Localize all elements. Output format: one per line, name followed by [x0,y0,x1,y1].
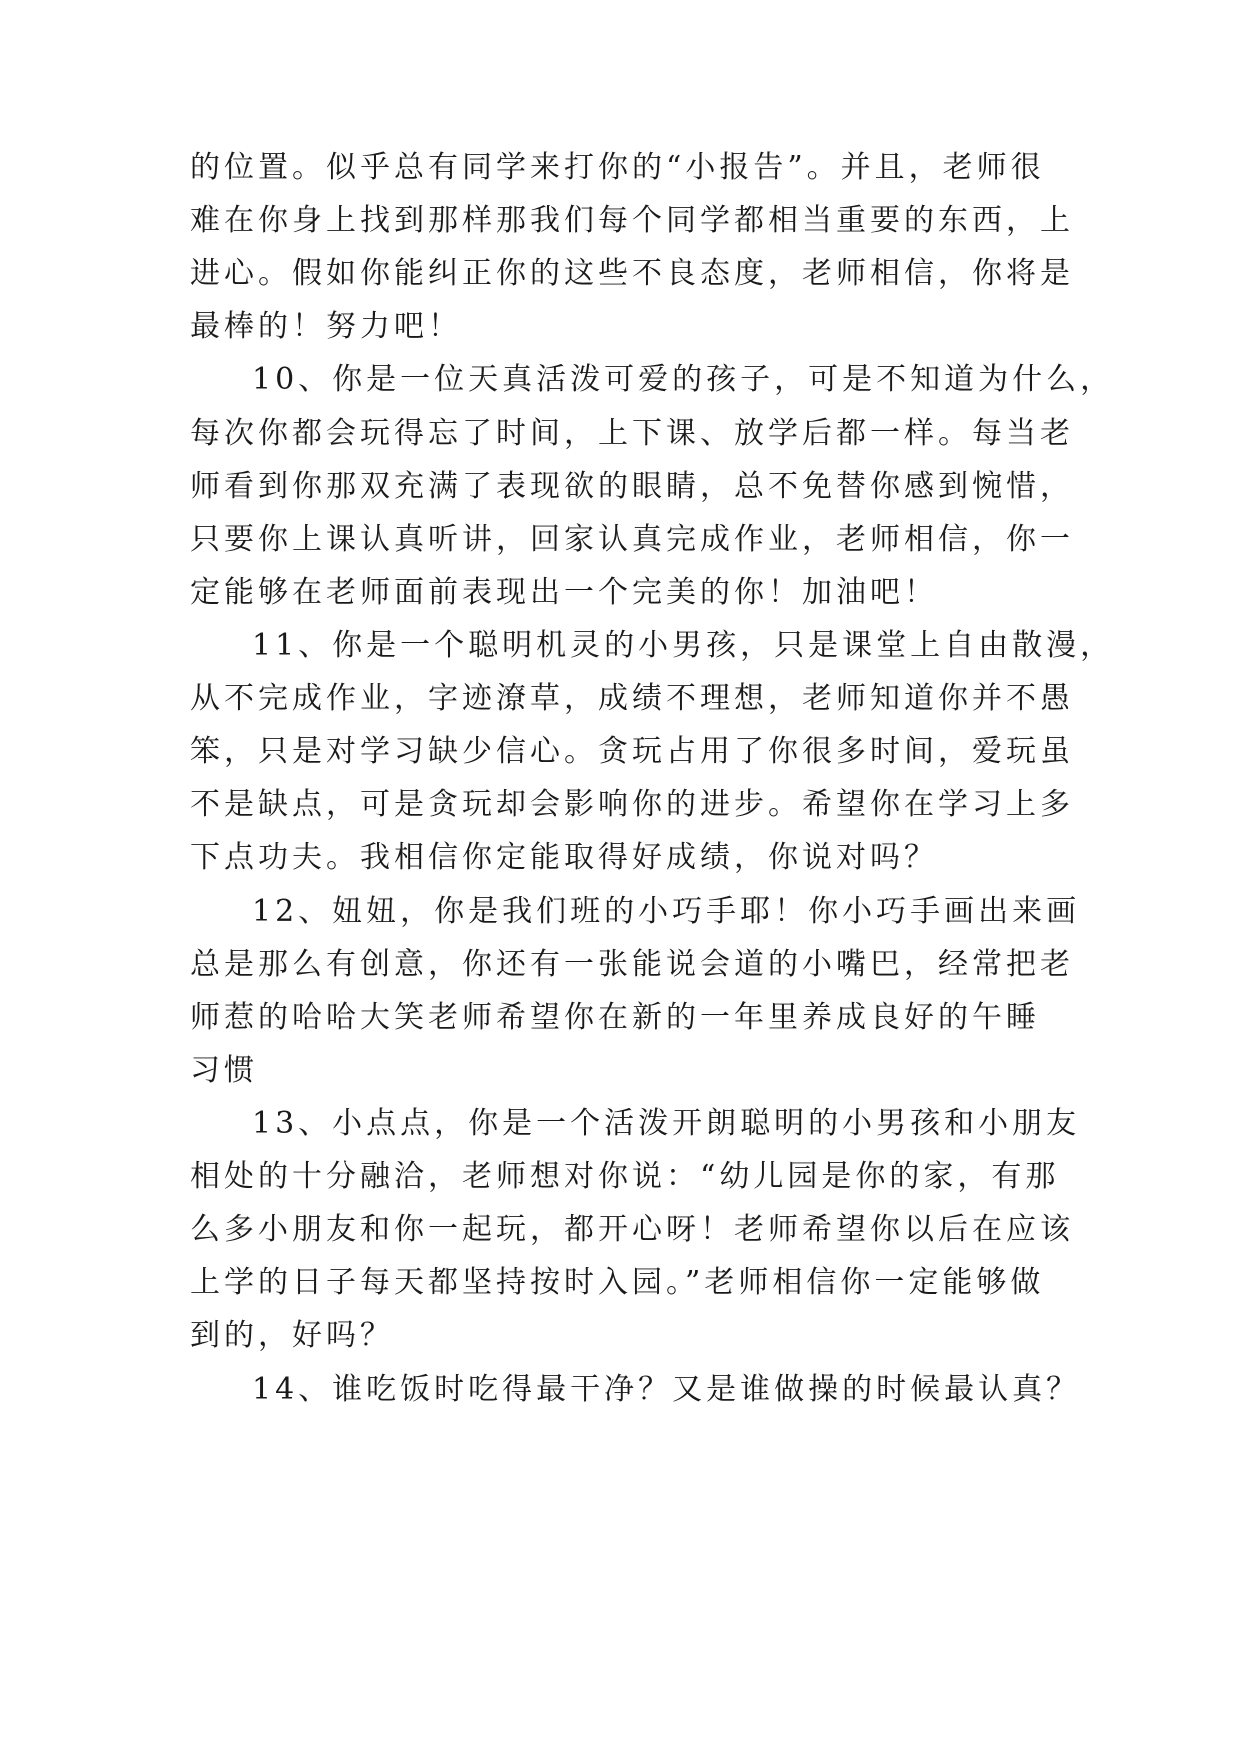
paragraph-12-start: 12、妞妞，你是我们班的小巧手耶！你小巧手画出来画 [252,894,1081,929]
paragraph-14-start: 14、谁吃饭时吃得最干净？又是谁做操的时候最认真？ [252,1372,1081,1407]
text-line: 师看到你那双充满了表现欲的眼睛，总不免替你感到惋惜， [190,469,1074,504]
text-line: 师惹的哈哈大笑老师希望你在新的一年里养成良好的午睡 [190,1000,1040,1035]
text-line: 最棒的！努力吧！ [190,309,462,344]
text-line: 每次你都会玩得忘了时间，上下课、放学后都一样。每当老 [190,416,1074,451]
text-line: 到的，好吗？ [190,1318,394,1353]
text-line: 定能够在老师面前表现出一个完美的你！加油吧！ [190,575,938,610]
text-line: 相处的十分融洽，老师想对你说：“幼儿园是你的家，有那 [190,1159,1060,1194]
text-line: 难在你身上找到那样那我们每个同学都相当重要的东西，上 [190,203,1074,238]
text-line: 习惯 [190,1053,258,1088]
text-line: 上学的日子每天都坚持按时入园。”老师相信你一定能够做 [190,1265,1045,1300]
text-line: 只要你上课认真听讲，回家认真完成作业，老师相信，你一 [190,522,1074,557]
text-line: 总是那么有创意，你还有一张能说会道的小嘴巴，经常把老 [190,947,1074,982]
text-line: 进心。假如你能纠正你的这些不良态度，老师相信，你将是 [190,256,1074,291]
paragraph-11-start: 11、你是一个聪明机灵的小男孩，只是课堂上自由散漫， [252,628,1115,663]
paragraph-13-start: 13、小点点，你是一个活泼开朗聪明的小男孩和小朋友 [252,1106,1081,1141]
text-line: 么多小朋友和你一起玩，都开心呀！老师希望你以后在应该 [190,1212,1074,1247]
text-line: 从不完成作业，字迹潦草，成绩不理想，老师知道你并不愚 [190,681,1074,716]
text-line: 不是缺点，可是贪玩却会影响你的进步。希望你在学习上多 [190,787,1074,822]
text-line: 笨，只是对学习缺少信心。贪玩占用了你很多时间，爱玩虽 [190,734,1074,769]
paragraph-10-start: 10、你是一位天真活泼可爱的孩子，可是不知道为什么， [252,362,1115,397]
text-line: 的位置。似乎总有同学来打你的“小报告”。并且，老师很 [190,150,1045,185]
text-line: 下点功夫。我相信你定能取得好成绩，你说对吗？ [190,840,938,875]
